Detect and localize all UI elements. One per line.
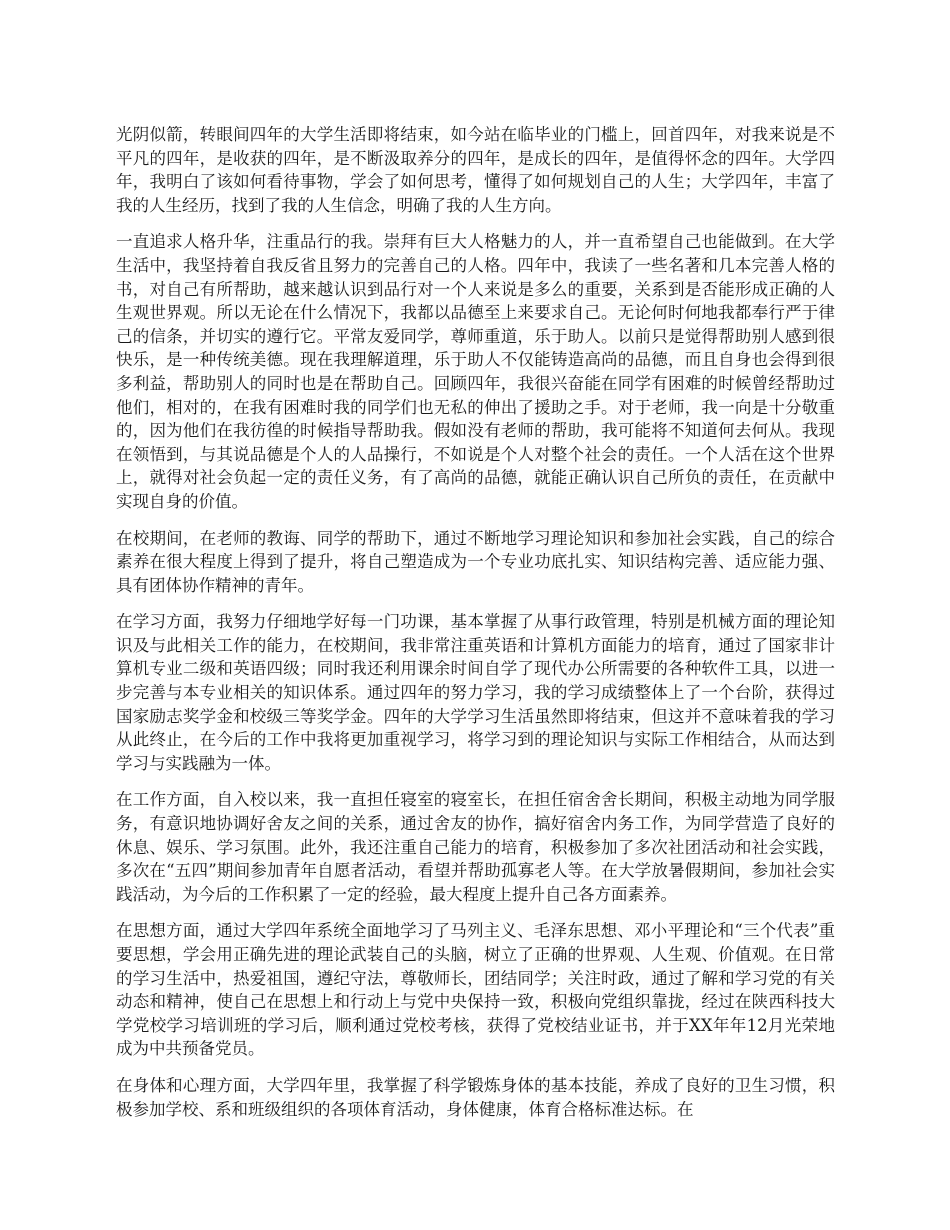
paragraph-school-period: 在校期间，在老师的教诲、同学的帮助下，通过不断地学习理论知识和参加社会实践，自己的综合素养在很大程度上得到了提升，将自己塑造成为一个专业功底扎实、知识结构完善、适应能力强、具有团体协作精神的青年。 [116, 528, 835, 595]
paragraph-work: 在工作方面，自入校以来，我一直担任寝室的寝室长，在担任宿舍舍长期间，积极主动地为同学服务，有意识地协调好舍友之间的关系，通过舍友的协作，搞好宿舍内务工作，为同学营造了良好的休息、娱乐、学习氛围。此外，我还注重自己能力的培育，积极参加了多次社团活动和社会实践，多次在“五四”期间参加青年自愿者活动，看望并帮助孤寡老人等。在大学放暑假期间，参加社会实践活动，为今后的工作积累了一定的经验，最大程度上提升自己各方面素养。 [116, 790, 835, 904]
paragraph-ideology: 在思想方面，通过大学四年系统全面地学习了马列主义、毛泽东思想、邓小平理论和“三个代表”重要思想，学会用正确先进的理论武装自己的头脑，树立了正确的世界观、人生观、价值观。在日常的学习生活中，热爱祖国，遵纪守法，尊敬师长，团结同学；关注时政，通过了解和学习党的有关动态和精神，使自己在思想上和行动上与党中央保持一致，积极向党组织靠拢，经过在陕西科技大学党校学习培训班的学习后，顺利通过党校考核，获得了党校结业证书，并于XX年年12月光荣地成为中共预备党员。 [116, 921, 835, 1059]
paragraph-character: 一直追求人格升华，注重品行的我。崇拜有巨大人格魅力的人，并一直希望自己也能做到。在大学生活中，我坚持着自我反省且努力的完善自己的人格。四年中，我读了一些名著和几本完善人格的书，对自己有所帮助，越来越认识到品行对一个人来说是多么的重要，关系到是否能形成正确的人生观世界观。所以无论在什么情况下，我都以品德至上来要求自己。无论何时何地我都奉行严于律己的信条，并切实的遵行它。平常友爱同学，尊师重道，乐于助人。以前只是觉得帮助别人感到很快乐，是一种传统美德。现在我理解道理，乐于助人不仅能铸造高尚的品德，而且自身也会得到很多利益，帮助别人的同时也是在帮助自己。回顾四年，我很兴奋能在同学有困难的时候曾经帮助过他们，相对的，在我有困难时我的同学们也无私的伸出了援助之手。对于老师，我一向是十分敬重的，因为他们在我彷徨的时候指导帮助我。假如没有老师的帮助，我可能将不知道何去何从。我现在领悟到，与其说品德是个人的人品操行，不如说是个人对整个社会的责任。一个人活在这个世界上，就得对社会负起一定的责任义务，有了高尚的品德，就能正确认识自己所负的责任，在贡献中实现自身的价值。 [116, 232, 835, 511]
paragraph-intro: 光阴似箭，转眼间四年的大学生活即将结束，如今站在临毕业的门槛上，回首四年，对我来说是不平凡的四年，是收获的四年，是不断汲取养分的四年，是成长的四年，是值得怀念的四年。大学四年，我明白了该如何看待事物，学会了如何思考，懂得了如何规划自己的人生；大学四年，丰富了我的人生经历，找到了我的人生信念，明确了我的人生方向。 [116, 125, 835, 215]
paragraph-health: 在身体和心理方面，大学四年里，我掌握了科学锻炼身体的基本技能，养成了良好的卫生习惯，积极参加学校、系和班级组织的各项体育活动，身体健康，体育合格标准达标。在 [116, 1075, 835, 1119]
paragraph-study: 在学习方面，我努力仔细地学好每一门功课，基本掌握了从事行政管理，特别是机械方面的理论知识及与此相关工作的能力，在校期间，我非常注重英语和计算机方面能力的培育，通过了国家非计算机专业二级和英语四级；同时我还利用课余时间自学了现代办公所需要的各种软件工具，以进一步完善与本专业相关的知识体系。通过四年的努力学习，我的学习成绩整体上了一个台阶，获得过国家励志奖学金和校级三等奖学金。四年的大学学习生活虽然即将结束，但这并不意味着我的学习从此终止，在今后的工作中我将更加重视学习，将学习到的理论知识与实际工作相结合，从而达到学习与实践融为一体。 [116, 612, 835, 773]
document-body [116, 123, 835, 1134]
